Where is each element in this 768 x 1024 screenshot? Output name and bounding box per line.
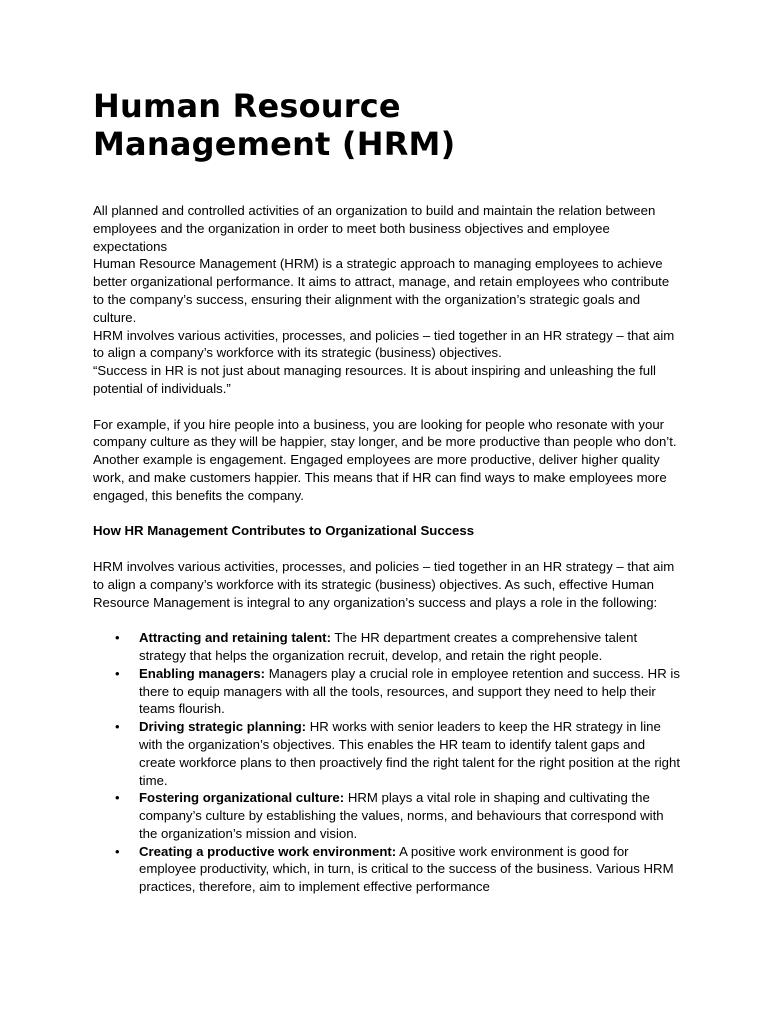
- bullet-icon: •: [115, 665, 120, 681]
- intro-paragraph: HRM involves various activities, processes, and policies – tied together in an HR strategy – that aim to align a company’s workforce with its strategic (business) objectives.: [93, 327, 675, 361]
- bullet-text: The HR department creates a comprehensive talent strategy that helps the organization recruit, develop, and retain the right people.: [139, 630, 638, 663]
- bullet-text: Managers play a crucial role in employee retention and success. HR is there to equip managers with all the tools, resources, and support they need to help their teams flourish.: [139, 665, 680, 717]
- list-item: [93, 718, 683, 789]
- bullet-term: Creating a productive work environment:: [139, 843, 397, 859]
- list-item: [93, 789, 683, 842]
- bullet-icon: •: [115, 843, 120, 859]
- intro-paragraph: Human Resource Management (HRM) is a strategic approach to managing employees to achieve better organizational performance. It aims to attract, manage, and retain employees who contribute to the company’s success, ensuring their alignment with the organization’s strategic goals and culture.: [93, 256, 670, 325]
- intro-block: [93, 202, 683, 398]
- bullet-text: HRM plays a vital role in shaping and cultivating the company’s culture by establishing the values, norms, and behaviours that correspond with the organization’s mission and vision.: [139, 790, 664, 841]
- bullet-term: Enabling managers:: [139, 665, 266, 681]
- section-heading: How HR Management Contributes to Organizational Success: [93, 523, 475, 539]
- title-line-2: Management (HRM): [93, 125, 456, 163]
- bullet-text: HR works with senior leaders to keep the HR strategy in line with the organization’s objectives. This enables the HR team to identify talent gaps and create workforce plans to then proactively find the right talent for the right position at the right time.: [139, 719, 680, 788]
- list-item: [93, 629, 683, 665]
- list-item: [93, 665, 683, 718]
- list-item: [93, 843, 683, 896]
- bullet-text: A positive work environment is good for employee productivity, which, in turn, is critical to the success of the business. Various HRM practices, therefore, aim to implement effective performance: [139, 843, 674, 895]
- bullet-icon: •: [115, 790, 120, 806]
- section-paragraph: HRM involves various activities, processes, and policies – tied together in an HR strategy – that aim to align a company’s workforce with its strategic (business) objectives. As such, effective Human Resource Management is integral to any organization’s success and plays a role in the following:: [93, 558, 675, 610]
- bullet-term: Fostering organizational culture:: [139, 790, 345, 806]
- example-paragraph: Another example is engagement. Engaged employees are more productive, deliver higher quality work, and make customers happier. This means that if HR can find ways to make employees more engaged, this benefits the company.: [93, 452, 667, 503]
- quote-paragraph: “Success in HR is not just about managing resources. It is about inspiring and unleashing the full potential of individuals.”: [93, 363, 656, 396]
- intro-paragraph: All planned and controlled activities of an organization to build and maintain the relation between employees and the organization in order to meet both business objectives and employee expectations: [93, 203, 656, 254]
- bullet-icon: •: [115, 719, 120, 735]
- document-page: [93, 87, 683, 896]
- bullet-term: Attracting and retaining talent:: [139, 630, 331, 646]
- example-block: [93, 416, 683, 505]
- bullet-icon: •: [115, 630, 120, 646]
- bullet-list: [93, 629, 683, 896]
- bullet-term: Driving strategic planning:: [139, 719, 307, 735]
- document-title: [93, 87, 683, 163]
- example-paragraph: For example, if you hire people into a business, you are looking for people who resonate with your company culture as they will be happier, stay longer, and be more productive than people who don’t.: [93, 416, 677, 450]
- title-line-1: Human Resource: [93, 87, 401, 125]
